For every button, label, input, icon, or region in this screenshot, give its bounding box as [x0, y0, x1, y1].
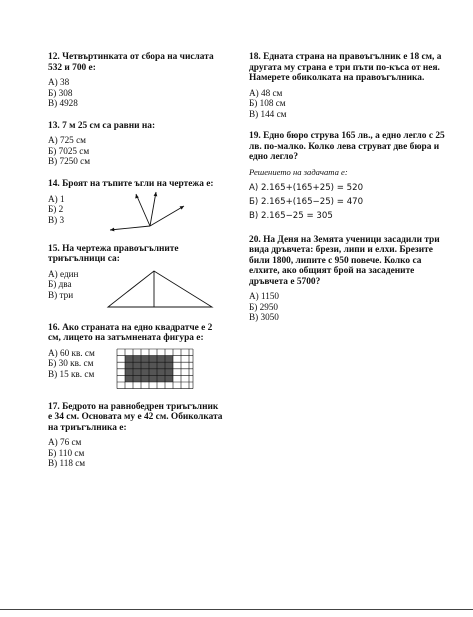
option-15-a[interactable]: А) един [48, 268, 79, 279]
grid-figure [116, 348, 194, 390]
option-20-a[interactable]: А) 1150 [249, 291, 280, 302]
option-14-c[interactable]: В) 3 [48, 214, 65, 225]
option-16-b[interactable]: Б) 30 кв. см [48, 358, 94, 369]
question-19 [249, 131, 449, 223]
option-20-c[interactable]: В) 3050 [249, 312, 279, 323]
option-16-a[interactable]: А) 60 кв. см [48, 347, 95, 358]
question-14-text: 14. Броят на тъпите ъгли на чертежа е: [48, 179, 214, 190]
question-18 [249, 52, 449, 119]
question-18-text: 18. Едната страна на правоъгълник е 18 см, а другата му страна е три пъти по-къса от нея. Намерете обиколката на правоъгълника. [249, 52, 442, 83]
option-18-b[interactable]: Б) 108 см [249, 98, 286, 109]
option-12-b[interactable]: Б) 308 [48, 87, 73, 98]
question-15 [48, 244, 223, 311]
question-17 [48, 402, 223, 469]
option-14-b[interactable]: Б) 2 [48, 204, 64, 215]
option-19-a[interactable]: А) 2.165+(165+25) = 520 [249, 182, 364, 193]
option-12-c[interactable]: В) 4928 [48, 98, 78, 109]
option-17-a[interactable]: А) 76 см [48, 437, 82, 448]
page-bottom-rule [0, 609, 473, 610]
option-13-b[interactable]: Б) 7025 см [48, 145, 90, 156]
question-12 [48, 52, 223, 109]
option-15-c[interactable]: В) три [48, 289, 74, 300]
option-18-a[interactable]: А) 48 см [249, 87, 283, 98]
option-13-a[interactable]: А) 725 см [48, 135, 86, 146]
option-19-c[interactable]: В) 2.165−25 = 305 [249, 210, 333, 221]
question-15-text: 15. На чертежа правоъгълните триъгълници са: [48, 243, 179, 265]
option-17-c[interactable]: В) 118 см [48, 458, 86, 469]
option-17-b[interactable]: Б) 110 см [48, 447, 85, 458]
angles-figure [108, 190, 188, 232]
question-19-hint: Решението на задачата е: [249, 166, 348, 177]
question-20 [249, 235, 449, 323]
option-19-b[interactable]: Б) 2.165+(165−25) = 470 [249, 196, 364, 207]
right-column [249, 52, 449, 335]
option-16-c[interactable]: В) 15 кв. см [48, 368, 95, 379]
question-14 [48, 179, 223, 232]
question-20-text: 20. На Деня на Земята ученици засадили три вида дръвчета: брези, липи и елхи. Брезите били 1800, липите с 950 повече. Колко са елхите, ако общият брой на засадените дръвчета е 5700? [249, 234, 440, 287]
option-20-b[interactable]: Б) 2950 [249, 301, 279, 312]
option-14-a[interactable]: А) 1 [48, 193, 65, 204]
option-12-a[interactable]: А) 38 [48, 77, 70, 87]
left-column [48, 52, 223, 481]
question-13 [48, 121, 223, 167]
option-15-b[interactable]: Б) два [48, 279, 72, 290]
question-17-text: 17. Бедрото на равнобедрен триъгълник е 34 см. Основата му е 42 см. Обиколката на триъгълника е: [48, 401, 223, 433]
question-16-text: 16. Ако страната на едно квадратче е 2 см, лицето на затъмнената фигура е: [48, 322, 213, 344]
option-13-c[interactable]: В) 7250 см [48, 156, 91, 167]
question-16 [48, 323, 223, 390]
question-19-text: 19. Едно бюро струва 165 лв., а едно легло с 25 лв. по-малко. Колко лева струват две бюра и едно легло? [249, 131, 445, 163]
question-12-text: 12. Четвъртинката от сбора на числата 532 и 700 е: [48, 52, 214, 73]
question-13-text: 13. 7 м 25 см са равни на: [48, 120, 156, 131]
triangle-figure [106, 269, 216, 311]
option-18-c[interactable]: В) 144 см [249, 108, 287, 119]
